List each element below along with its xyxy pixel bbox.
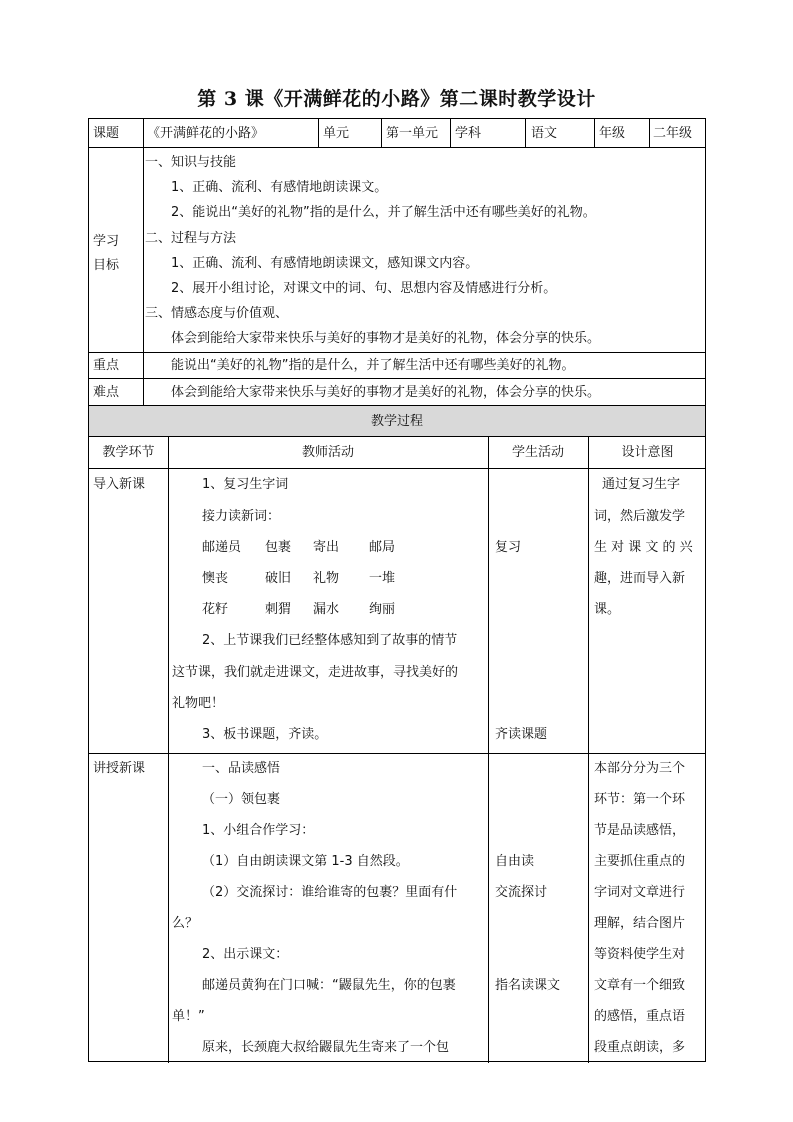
vocab-word: 破旧 bbox=[265, 571, 292, 586]
goals-line: 1、正确、流利、有感情地朗读课文。 bbox=[171, 180, 388, 195]
lesson-intent-line: 等资料使学生对 bbox=[594, 947, 686, 962]
lesson-student-activity: 自由读 bbox=[495, 854, 535, 869]
vocab-word: 懊丧 bbox=[202, 571, 229, 586]
lesson-intent-line: 理解，结合图片 bbox=[594, 916, 686, 931]
intro-intent-line: 词，然后激发学 bbox=[594, 509, 686, 524]
lesson-intent-line: 字词对文章进行 bbox=[594, 885, 686, 900]
header-discipline-value: 语文 bbox=[531, 126, 558, 141]
key-point-text: 能说出“美好的礼物”指的是什么，并了解生活中还有哪些美好的礼物。 bbox=[171, 358, 575, 373]
lesson-intent-line: 环节：第一个环 bbox=[594, 792, 686, 807]
goals-line: 一、知识与技能 bbox=[145, 155, 237, 170]
lesson-teacher-line: 么？ bbox=[172, 916, 199, 931]
intro-teacher-line: 接力读新词： bbox=[202, 509, 281, 524]
goals-label-line1: 学习 bbox=[93, 234, 120, 249]
lesson-teacher-line: 原来，长颈鹿大叔给鼹鼠先生寄来了一个包 bbox=[202, 1040, 450, 1055]
header-lesson-title: 《开满鲜花的小路》 bbox=[147, 126, 265, 141]
vocab-word: 一堆 bbox=[369, 571, 396, 586]
goals-line: 二、过程与方法 bbox=[145, 231, 237, 246]
vocab-word: 礼物 bbox=[313, 571, 340, 586]
goals-line: 2、展开小组讨论，对课文中的词、句、思想内容及情感进行分析。 bbox=[171, 281, 557, 296]
intro-teacher-line: 这节课，我们就走进课文，走进故事，寻找美好的 bbox=[172, 665, 459, 680]
vocab-word: 邮局 bbox=[369, 540, 396, 555]
lesson-intent-line: 节是品读感悟， bbox=[594, 823, 686, 838]
vocab-word: 刺猬 bbox=[265, 602, 292, 617]
intro-intent-line: 课。 bbox=[594, 602, 621, 617]
intro-student-activity: 复习 bbox=[495, 540, 522, 555]
lesson-student-activity: 指名读课文 bbox=[495, 978, 561, 993]
process-section-title: 教学过程 bbox=[370, 414, 423, 429]
lesson-teacher-line: （1）自由朗读课文第 1-3 自然段。 bbox=[202, 854, 409, 869]
intro-teacher-line: 2、上节课我们已经整体感知到了故事的情节 bbox=[202, 633, 458, 648]
lesson-teacher-line: 邮递员黄狗在门口喊：“鼹鼠先生，你的包裹 bbox=[202, 978, 456, 993]
lesson-intent-line: 段重点朗读，多 bbox=[594, 1040, 686, 1055]
lesson-teacher-line: 1、小组合作学习： bbox=[202, 823, 315, 838]
goals-label-line2: 目标 bbox=[93, 258, 120, 273]
header-unit-value: 第一单元 bbox=[386, 126, 439, 141]
goals-line: 2、能说出“美好的礼物”指的是什么，并了解生活中还有哪些美好的礼物。 bbox=[171, 205, 596, 220]
vocab-word: 花籽 bbox=[202, 602, 229, 617]
lesson-student-activity: 交流探讨 bbox=[495, 885, 548, 900]
stage-intro: 导入新课 bbox=[93, 477, 146, 492]
lesson-intent-line: 主要抓住重点的 bbox=[594, 854, 686, 869]
goals-line: 三、情感态度与价值观、 bbox=[145, 306, 289, 321]
difficulty-label: 难点 bbox=[93, 385, 120, 400]
header-grade-label: 年级 bbox=[599, 126, 626, 141]
intro-student-activity: 齐读课题 bbox=[495, 727, 548, 742]
header-unit-label: 单元 bbox=[323, 126, 350, 141]
column-header-teacher: 教师活动 bbox=[301, 445, 354, 460]
column-header-stage: 教学环节 bbox=[102, 445, 155, 460]
column-header-student: 学生活动 bbox=[511, 445, 564, 460]
lesson-teacher-line: （2）交流探讨：谁给谁寄的包裹？里面有什 bbox=[202, 885, 458, 900]
header-discipline-label: 学科 bbox=[455, 126, 482, 141]
header-grade-value: 二年级 bbox=[653, 126, 693, 141]
intro-intent-line: 通过复习生字 bbox=[602, 477, 681, 492]
stage-lesson: 讲授新课 bbox=[93, 761, 146, 776]
key-point-label: 重点 bbox=[93, 358, 120, 373]
document-title: 第 3 课《开满鲜花的小路》第二课时教学设计 bbox=[197, 88, 596, 110]
lesson-teacher-line: （一）领包裹 bbox=[202, 792, 281, 807]
vocab-word: 寄出 bbox=[313, 540, 340, 555]
goals-line: 1、正确、流利、有感情地朗读课文，感知课文内容。 bbox=[171, 256, 479, 271]
vocab-word: 包裹 bbox=[265, 540, 292, 555]
column-header-intent: 设计意图 bbox=[621, 445, 674, 460]
difficulty-text: 体会到能给大家带来快乐与美好的事物才是美好的礼物，体会分享的快乐。 bbox=[171, 385, 601, 400]
lesson-intent-line: 本部分分为三个 bbox=[594, 761, 686, 776]
vocab-word: 漏水 bbox=[313, 602, 340, 617]
vocab-word: 邮递员 bbox=[202, 540, 242, 555]
goals-line: 体会到能给大家带来快乐与美好的事物才是美好的礼物，体会分享的快乐。 bbox=[171, 331, 601, 346]
intro-teacher-line: 礼物吧！ bbox=[172, 696, 225, 711]
lesson-intent-line: 文章有一个细致 bbox=[594, 978, 686, 993]
header-subject-label: 课题 bbox=[93, 126, 120, 141]
lesson-teacher-line: 2、出示课文： bbox=[202, 947, 289, 962]
lesson-intent-line: 的感悟，重点语 bbox=[594, 1009, 686, 1024]
vocab-word: 绚丽 bbox=[369, 602, 396, 617]
lesson-plan-table bbox=[88, 118, 706, 1062]
lesson-teacher-line: 单！” bbox=[172, 1009, 205, 1024]
intro-teacher-line: 3、板书课题，齐读。 bbox=[202, 727, 328, 742]
intro-intent-line: 趣，进而导入新 bbox=[594, 571, 686, 586]
lesson-teacher-line: 一、品读感悟 bbox=[202, 761, 281, 776]
intro-intent-line: 生 对 课 文 的 兴 bbox=[594, 540, 693, 555]
intro-teacher-line: 1、复习生字词 bbox=[202, 477, 289, 492]
